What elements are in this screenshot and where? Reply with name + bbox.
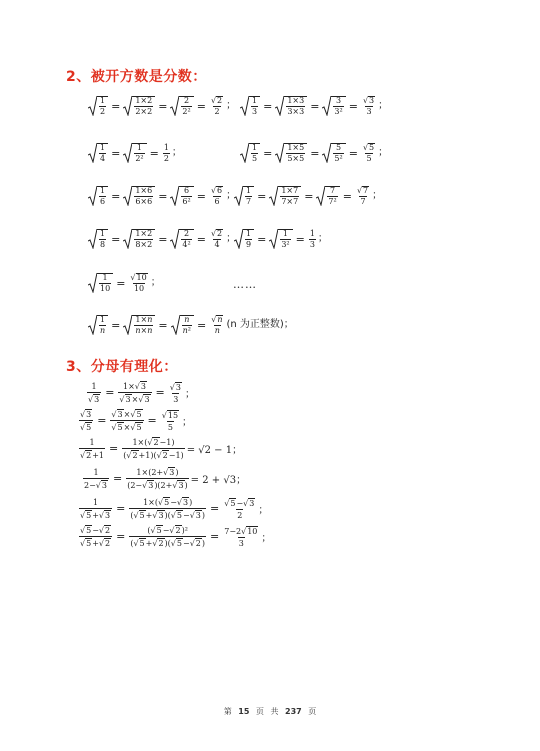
formula-sqrt-one-third: $\frac{1}{3}$ = $\frac{1\times 3}{3\times 3}$ = $\frac{3}{\text{3²}}$ = $\frac{√3}{3}$ ； bbox=[240, 96, 388, 116]
formula-sqrt-one-over-n: $\frac{1}{n}$ = $\frac{1\times n}{n\times n}$ = $\frac{n}{\text{n²}}$ = $\frac{√n}{n}$ (n 为正整数)； bbox=[88, 315, 294, 335]
footer-total-pages: 237 bbox=[285, 707, 302, 716]
formula-rationalize-2: $\frac{√3}{√5}$ = $\frac{√3\times√5}{√5\times√5}$ = $\frac{√15}{5}$ ； bbox=[80, 410, 193, 432]
footer-label-page-unit: 页 bbox=[255, 707, 264, 716]
formula-rationalize-5: $\frac{1}{√5+√3}$ = $\frac{1\times(√5-√3)}{(√5+√3)(√5-√3)}$ = $\frac{√5-√3}{2}$ ； bbox=[80, 497, 269, 520]
formula-sqrt-one-eighth: $\frac{1}{8}$ = $\frac{1\times 2}{8\times 2}$ = $\frac{2}{\text{4²}}$ = $\frac{√2}{4}$ ； bbox=[88, 229, 236, 249]
formula-sqrt-one-half: $\frac{1}{2}$ = $\frac{1\times 2}{2\times 2}$ = $\frac{2}{\text{2²}}$ = $\frac{√2}{2}$ ； bbox=[88, 96, 236, 116]
page-footer bbox=[0, 706, 540, 717]
note-n-positive-integer: (n 为正整数)； bbox=[226, 319, 294, 330]
footer-label-page: 第 bbox=[223, 707, 232, 716]
footer-label-total: 共 bbox=[270, 707, 279, 716]
formula-rationalize-3: $\frac{1}{√2+1}$ = $\frac{1\times(√2-1)}{(√2+1)(√2-1)}$ = √2 − 1； bbox=[80, 437, 243, 460]
formula-rationalize-6: $\frac{√5-√2}{√5+√2}$ = $\frac{\text{(√5−√2)²}}{(√5+√2)(√5-√2)}$ = $\frac{7-2√10}{3}$ ； bbox=[80, 526, 272, 548]
footer-current-page: 15 bbox=[238, 707, 250, 716]
formula-sqrt-one-fifth: $\frac{1}{5}$ = $\frac{1\times 5}{5\times 5}$ = $\frac{5}{\text{5²}}$ = $\frac{√5}{5}$ ； bbox=[240, 143, 388, 163]
section-heading-rationalize: 3、分母有理化： bbox=[66, 359, 178, 375]
formula-sqrt-one-tenth: $\frac{1}{10}$ = $\frac{√10}{10}$ ； bbox=[88, 273, 161, 293]
formula-sqrt-one-quarter: $\frac{1}{4}$ = $\frac{1}{\text{2²}}$ = $\frac{1}{2}$ ； bbox=[88, 143, 182, 163]
formula-sqrt-one-sixth: $\frac{1}{6}$ = $\frac{1\times 6}{6\times 6}$ = $\frac{6}{\text{6²}}$ = $\frac{√6}{6}$ ； bbox=[88, 186, 236, 206]
ellipsis: …… bbox=[233, 278, 257, 291]
formula-sqrt-one-seventh: $\frac{1}{7}$ = $\frac{1\times 7}{7\times 7}$ = $\frac{7}{\text{7²}}$ = $\frac{√7}{7}$ ； bbox=[234, 186, 382, 206]
footer-label-total-unit: 页 bbox=[308, 707, 317, 716]
section-heading-fraction-radicand: 2、被开方数是分数： bbox=[66, 69, 207, 85]
formula-rationalize-1: $\frac{1}{√3}$ = $\frac{1\times√3}{√3\times√3}$ = $\frac{√3}{3}$ ； bbox=[88, 381, 195, 404]
formula-sqrt-one-ninth: $\frac{1}{9}$ = $\frac{1}{\text{3²}}$ = $\frac{1}{3}$ ； bbox=[234, 229, 328, 249]
formula-rationalize-4: $\frac{1}{2-√3}$ = $\frac{1\times(2+√3)}{(2-√3)(2+√3)}$ = 2 + √3； bbox=[84, 467, 247, 490]
